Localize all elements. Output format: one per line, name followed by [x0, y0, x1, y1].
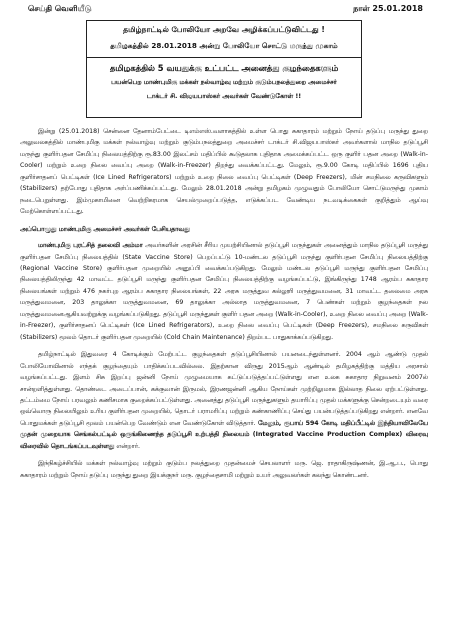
headline-minister-name: டாக்டர் சி. விஜயபாஸ்கர் அவர்கள் வேண்டுகோள் !! — [146, 93, 302, 100]
release-date: நாள் 25.01.2018 — [353, 4, 423, 13]
paragraph-vaccine-distribution — [20, 240, 428, 343]
paragraph-vaccine-distribution-text: அவர்களின் அரசின் சீரிய முயற்சியினால் தடுப்பூசி மருந்துகள் அனைத்தும் மாநில தடுப்பூசி மருந்து குளிர்பதன சேமிப்பு நிலையத்தில் (State Vaccine Store) பெறப்பட்டு 10-மண்டல தடுப்பூசி மருந்து குளிர்பதன சேமிப்பு நிலையத்திற்கு (Regional Vaccine Store) குளிர்பதன முறையில் அனுப்பி வைக்கப்படுகிறது. மேலும் மண்டல தடுப்பூசி மருந்து குளிர்பதன சேமிப்பு நிலையத்திலிருந்து 42 மாவட்ட தடுப்பூசி மருந்து குளிர்பதன சேமிப்பு நிலையத்திற்கு வழங்கப்பட்டு, இங்கிருந்து 1748 ஆரம்ப சுகாதார நிலையங்கள் மற்றும் 476 நகர்புற ஆரம்ப சுகாதார நிலையங்கள், 22 அரசு மருத்துவ கல்லூரி மருத்துவமனை, 31 மாவட்ட தலைமை அரசு மருத்துவமனை, 203 தாலுக்கா மருத்துவமனை, 69 தாலுக்கா அல்லாத மருத்துவமனை, 7 பெண்கள் மற்றும் குழந்தைகள் நல மருத்துவமனைஆகியவற்றுக்கு வழங்கப்படுகிறது. தடுப்பூசி மருந்துகள் குளிர் பதன அறை (Walk-in-Cooler), உறை நிலை வைப்பு அறை (Walk-in-Freezer), குளிர்சாதனப் பெட்டிகள் (Ice Lined Refrigerators), உறை நிலை வைப்பு பெட்டிகள் (Deep Freezers), சமநிலை கருவிகள் (Stabilizers) மூலம் தொடர் குளிர்பதன முறையில் (Cold Chain Maintenance) திறம்பட பாதுகாக்கப்படுகிறது. — [20, 242, 428, 341]
paragraph-attendees: இந்நிகழ்ச்சியில் மக்கள் நல்வாழ்வு மற்றும் குடும்ப நலத்துறை முதன்மைச் செயலாளர் மரு. ஜெ. ராதாகிருஷ்ணன், இ.ஆ.ப., பொது சுகாதாரம் மற்றும் நோய் தடுப்பு மருந்து துறை இயக்குநர் மரு. குழந்தைசாமி மற்றும் உயர் அலுவலர்கள் கலந்து கொண்டனர். — [20, 460, 428, 479]
paragraph-achievements-text: தமிழ்நாட்டில் இதுவரை 4 கோடிக்கும் மேற்பட்ட குழந்தைகள் தடுப்பூசியினால் பயனடைந்துள்ளனர். 2004 ஆம் ஆண்டு முதல் போலியோவினால் எந்தக் குழந்தையும் பாதிக்கப்படவில்லை. இதற்கான விருது 2015ஆம் ஆண்டில் தமிழகத்திற்கு மத்திய அரசால் வழங்கப்பட்டது. இளம் சிசு இறப்பு ஜன்னி நோய் முழுமையாக கட்டுப்படுத்தப்பட்டுள்ளது என உலக சுகாதார நிறுவனம் 2007ல் சான்றளித்துள்ளது. தொண்டை அடைப்பான், கக்குவான் இருமல், இரணஜன்னி ஆகிய நோய்கள் முற்றிலுமாக இல்லாத நிலை ஏற்பட்டுள்ளது. தட்டம்மை நோய் பரவலும் கணிசமாக குறைக்கப்பட்டுள்ளது. அனைத்து தடுப்பூசி மருந்துகளும் தயாரிப்பு முதல் மக்களுக்கு சென்றடையும் வரை ஒவ்வொரு நிலையிலும் உரிய குளிர்பதன முறையில், தொடர் பராமரிப்பு மற்றும் கண்காணிப்பு செய்து பயன்படுத்தப்படுகிறது என்றார். எனவே பொதுமக்கள் தடுப்பூசி மூலம் பயன்பெற வேண்டும் என வேண்டுகோள் விடுத்தார். — [20, 351, 428, 427]
paragraph-achievements — [20, 349, 428, 452]
paragraph-achievements-end: என்றார். — [114, 442, 141, 450]
article-body — [20, 126, 428, 487]
vaccine-complex-announcement: மேலும், ரூபாய் 594 கோடி மதிப்பீட்டில் இந்தியாவிலேயே முதன் முறையாக செங்கல்பட்டில் ஒருங்கிணைந்த தடுப்பூசி உற்பத்தி நிலையம் (Integrated Vaccine Production Complex) விரைவு விரைவில் தொடங்கப்படவுள்ளது — [20, 419, 429, 450]
headline-divider — [87, 57, 361, 58]
headline-polio-camp-date: தமிழகத்தில் 28.01.2018 அன்று போலியோ சொட்டு மருந்து முகாம் — [110, 42, 338, 50]
amma-mention: மாண்புமிகு புரட்சித் தலைவி அம்மா — [38, 242, 143, 250]
headline-box — [86, 20, 362, 118]
paragraph-inauguration: இன்று (25.01.2018) சென்னை தேனாம்பேட்டை டிஎம்எஸ்.வளாகத்தில் உள்ள பொது சுகாதாரம் மற்றும் நோய் தடுப்பு மருந்து துறை அலுவலகத்தில் மாண்புமிகு மக்கள் நல்வாழ்வு மற்றும் குடும்பநலத்துறை அமைச்சர் டாக்டர் சி.விஜயபாஸ்கர் அவர்களால் மாநில தடுப்பூசி மருந்து குளிர்பதன சேமிப்பு நிலையத்திற்கு ரூ.83.00 இலட்சம் மதிப்பில் கூடுதலாக புதிதாக அமைக்கப்பட்ட ஒரு குளிர் பதன அறை (Walk-in-Cooler) மற்றும் உறை நிலை வைப்பு அறை (Walk-in-Freezer) திறந்து வைக்கப்பட்டது. மேலும், ரூ.9.00 கோடி மதிப்பில் 1696 புதிய குளிர்சாதனப் பெட்டிகள் (Ice Lined Refrigerators) மற்றும் உறை நிலை வைப்பு பெட்டிகள் (Deep Freezers), மின் சமநிலை கருவிகளும் (Stabilizers) தற்போது புதிதாக அர்ப்பணிக்கப்பட்டது. மேலும் 28.01.2018 அன்று தமிழகம் முழுவதும் போலியோ சொட்டுமருந்து முகாம் நடைபெறுள்ளது. இம்முகாமினை வெற்றிகரமாக செயல்முறைப்படுத்த, எடுக்கப்பட வேண்டிய நடவடிக்கைகள் குறித்தும் ஆய்வு மேற்கொள்ளப்பட்டது. — [20, 128, 428, 216]
press-release-label: செய்தி வெளியீடு — [28, 4, 92, 13]
headline-children-under-5: தமிழகத்தில் 5 வயதுக்கு உட்பட்ட அனைத்து குழந்தைகளும் — [109, 64, 339, 73]
subheading-minister-speech: அப்பொழுது மாண்புமிகு அமைச்சர் அவர்கள் பேசியதாவது — [20, 225, 190, 233]
headline-minister-appeal: பயன்பெற மாண்புமிகு மக்கள் நல்வாழ்வு மற்றும் குடும்பநலத்துறை அமைச்சர் — [111, 79, 337, 86]
headline-polio-eradicated: தமிழ்நாட்டில் போலியோ அறவே அழிக்கப்பட்டுவிட்டது ! — [123, 26, 325, 34]
